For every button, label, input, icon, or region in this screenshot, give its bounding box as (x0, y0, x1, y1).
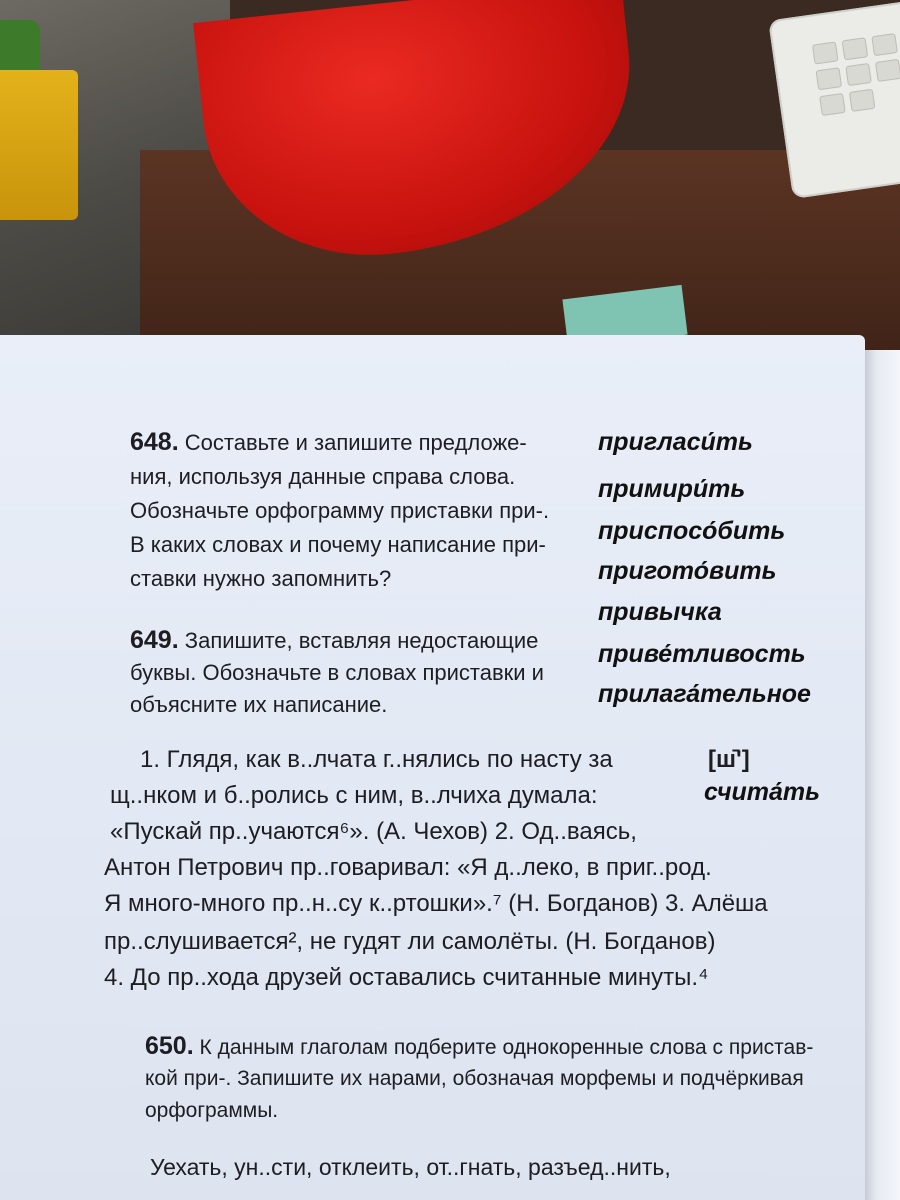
page-edge (860, 350, 900, 1200)
word-item: пригласи́ть (598, 428, 753, 456)
transcription: [ш̄'] (708, 746, 750, 773)
word-item: примири́ть (598, 475, 746, 503)
exercise-line: Составьте и запишите предложе- (184, 430, 527, 455)
passage-line: 1. Глядя, как в..лчата г..нялись по насту за (140, 746, 613, 773)
exercise-line: орфограммы. (145, 1099, 279, 1122)
exercise-number: 649. (130, 626, 179, 654)
word-item: приве́тливость (598, 640, 806, 668)
word-item: пригото́вить (598, 557, 777, 585)
exercise-649 (130, 628, 538, 653)
exercise-words: Уехать, ун..сти, отклеить, от..гнать, разъед..нить, (150, 1154, 671, 1180)
exercise-line: буквы. Обозначьте в словах приставки и (130, 660, 544, 685)
transcription-word: счита́ть (704, 778, 821, 806)
exercise-line: Обозначьте орфограмму приставки при-. (130, 498, 550, 523)
passage-line: Антон Петрович пр..говаривал: «Я д..леко, в приг..род. (104, 854, 712, 881)
exercise-line: объясните их написание. (130, 692, 388, 717)
exercise-line: К данным глаголам подберите однокоренные слова с пристав- (199, 1036, 814, 1059)
word-item: приспосо́бить (598, 517, 786, 545)
exercise-number: 648. (130, 428, 179, 456)
exercise-line: ставки нужно запомнить? (130, 566, 392, 591)
exercise-line: В каких словах и почему написание при- (130, 532, 546, 557)
exercise-line: кой при-. Запишите их нарами, обозначая морфемы и подчёркивая (145, 1067, 804, 1090)
exercise-648 (130, 430, 527, 455)
word-item: привычка (598, 598, 722, 626)
exercise-650 (145, 1034, 813, 1059)
passage-line: пр..слушивается², не гудят ли самолёты. (Н. Богданов) (104, 928, 716, 955)
passage-line: 4. До пр..хода друзей оставались считанные минуты.⁴ (104, 964, 709, 991)
exercise-line: ния, используя данные справа слова. (130, 464, 516, 489)
exercise-line: Запишите, вставляя недостающие (184, 628, 539, 653)
passage-line: щ..нком и б..ролись с ним, в..лчиха думала: (110, 782, 598, 809)
passage-line: «Пускай пр..учаются⁶». (А. Чехов) 2. Од..ваясь, (110, 818, 637, 845)
exercise-number: 650. (145, 1032, 194, 1060)
passage-line: Я много-много пр..н..су к..ртошки».⁷ (Н. Богданов) 3. Алёша (104, 890, 768, 917)
yellow-bin (0, 70, 78, 220)
word-item: прилага́тельное (598, 680, 811, 708)
